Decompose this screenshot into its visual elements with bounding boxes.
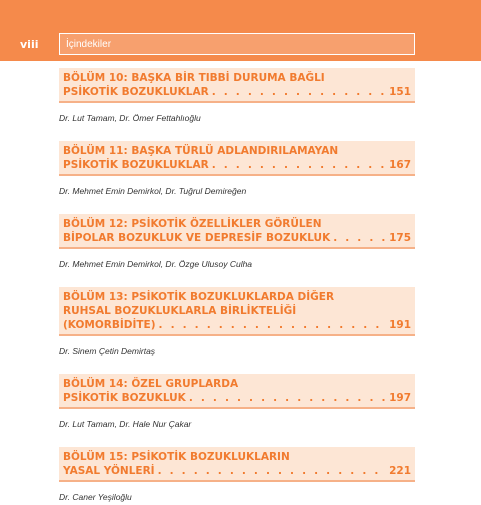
dot-leader bbox=[212, 85, 386, 99]
toc-entry-line-last: YASAL YÖNLERİ . . . 221 bbox=[63, 464, 411, 478]
toc-page-number: 221 bbox=[389, 465, 411, 477]
toc-page-number: 197 bbox=[389, 392, 411, 404]
toc-authors: Dr. Sinem Çetin Demirtaş bbox=[59, 346, 156, 356]
toc-entry-line: BÖLÜM 12: PSİKOTİK ÖZELLİKLER GÖRÜLEN bbox=[63, 218, 322, 230]
toc-entry-line-last: BİPOLAR BOZUKLUK VE DEPRESİF BOZUKLUK . . . 175 bbox=[63, 231, 411, 245]
toc-authors: Dr. Caner Yeşiloğlu bbox=[59, 492, 132, 502]
toc-entry-box bbox=[59, 447, 415, 482]
toc-authors: Dr. Mehmet Emin Demirkol, Dr. Özge Ulusoy Culha bbox=[59, 259, 253, 269]
toc-authors: Dr. Lut Tamam, Dr. Ömer Fettahlıoğlu bbox=[59, 113, 201, 123]
toc-entry-line: BÖLÜM 13: PSİKOTİK BOZUKLUKLARDA DİĞER bbox=[63, 291, 335, 303]
toc-authors: Dr. Mehmet Emin Demirkol, Dr. Tuğrul Demireğen bbox=[59, 186, 247, 196]
toc-authors: Dr. Lut Tamam, Dr. Hale Nur Çakar bbox=[59, 419, 192, 429]
toc-entry[interactable] bbox=[59, 214, 415, 270]
toc-page-number: 191 bbox=[389, 319, 411, 331]
header-band bbox=[0, 0, 481, 61]
toc-entry[interactable] bbox=[59, 287, 415, 357]
toc-entry-line: BÖLÜM 14: ÖZEL GRUPLARDA bbox=[63, 378, 239, 390]
toc-entry-line-last: (KOMORBİDİTE) . . . 191 bbox=[63, 318, 411, 332]
dot-leader bbox=[212, 158, 386, 172]
toc-entry-line-last: PSİKOTİK BOZUKLUK . . . 197 bbox=[63, 391, 411, 405]
toc-entry-box bbox=[59, 141, 415, 176]
toc-entry-line: RUHSAL BOZUKLUKLARLA BİRLİKTELİĞİ bbox=[63, 305, 297, 317]
toc-entry[interactable] bbox=[59, 374, 415, 430]
toc-page-number: 151 bbox=[389, 86, 411, 98]
dot-leader bbox=[159, 318, 387, 332]
page-title: İçindekiler bbox=[66, 39, 112, 50]
toc-entry[interactable] bbox=[59, 141, 415, 197]
dot-leader bbox=[333, 231, 386, 245]
page-number: viii bbox=[20, 38, 39, 51]
toc-page-number: 175 bbox=[389, 232, 411, 244]
dot-leader bbox=[158, 464, 387, 478]
toc-entry-line: BÖLÜM 15: PSİKOTİK BOZUKLUKLARIN bbox=[63, 451, 290, 463]
toc-entry-box bbox=[59, 214, 415, 249]
toc-list bbox=[59, 68, 415, 503]
toc-entry[interactable] bbox=[59, 68, 415, 124]
header-title-box bbox=[59, 33, 415, 55]
toc-entry-line-last: PSİKOTİK BOZUKLUKLAR . . . 167 bbox=[63, 158, 411, 172]
toc-entry-line: BÖLÜM 10: BAŞKA BİR TIBBİ DURUMA BAĞLI bbox=[63, 72, 325, 84]
toc-entry-box bbox=[59, 68, 415, 103]
toc-entry[interactable] bbox=[59, 447, 415, 503]
toc-entry-box bbox=[59, 374, 415, 409]
toc-entry-line-last: PSİKOTİK BOZUKLUKLAR . . . 151 bbox=[63, 85, 411, 99]
toc-entry-box bbox=[59, 287, 415, 336]
toc-page-number: 167 bbox=[389, 159, 411, 171]
toc-entry-line: BÖLÜM 11: BAŞKA TÜRLÜ ADLANDIRILAMAYAN bbox=[63, 145, 339, 157]
dot-leader bbox=[189, 391, 386, 405]
